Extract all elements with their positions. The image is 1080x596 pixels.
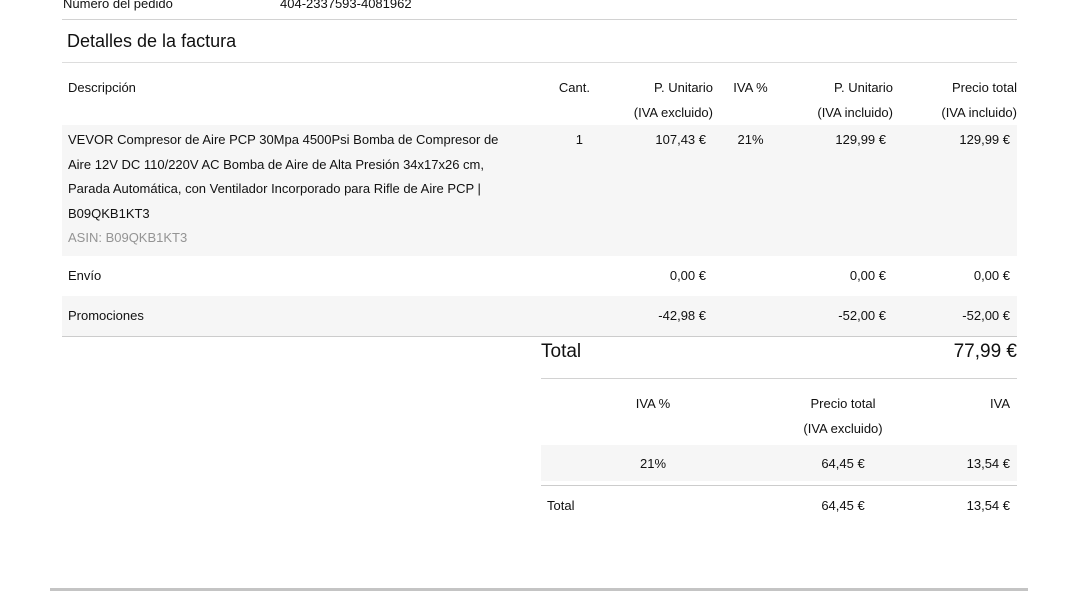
table-row-shipping [62, 256, 1017, 296]
shipping-qty [528, 256, 590, 296]
grand-total-amount: 77,99 € [953, 341, 1017, 362]
product-description-cell [62, 125, 528, 256]
product-asin: ASIN: B09QKB1KT3 [68, 230, 188, 245]
shipping-total-price: 0,00 € [973, 268, 1010, 283]
grand-total-row [541, 340, 1017, 364]
col-header-vat-pct: IVA % [733, 80, 768, 95]
col-header-unit-price-excl: P. Unitario (IVA excluido) [633, 80, 713, 120]
page-bottom-divider [50, 588, 1028, 591]
product-unit-price-incl: 129,99 € [835, 132, 886, 147]
tax-rate-row [541, 445, 1017, 481]
tax-summary-table [541, 379, 1017, 524]
shipping-vat-pct [713, 256, 788, 296]
order-number-value: 404-2337593-4081962 [280, 0, 412, 11]
promotions-label: Promociones [68, 308, 144, 323]
tax-rate-pct: 21% [639, 455, 667, 471]
tax-col-header-vat: IVA [990, 396, 1010, 411]
divider-top [62, 19, 1017, 20]
order-number-row [63, 0, 412, 11]
order-number-label: Número del pedido [63, 0, 173, 11]
col-header-description: Descripción [68, 80, 136, 95]
invoice-table-header-row [62, 63, 1017, 125]
shipping-label: Envío [68, 268, 102, 283]
tax-total-row [541, 485, 1017, 524]
promotions-unit-price-excl: -42,98 € [658, 308, 706, 323]
product-total-price: 129,99 € [959, 132, 1010, 147]
promotions-vat-pct [713, 296, 788, 337]
promotions-qty [528, 296, 590, 337]
tax-rate-total-excl: 64,45 € [821, 455, 865, 471]
table-row-promotions [62, 296, 1017, 337]
product-qty: 1 [575, 132, 583, 147]
promotions-unit-price-incl: -52,00 € [838, 308, 886, 323]
shipping-unit-price-excl: 0,00 € [669, 268, 706, 283]
col-header-total-price: Precio total (IVA incluido) [941, 80, 1017, 120]
shipping-unit-price-incl: 0,00 € [849, 268, 886, 283]
product-unit-price-excl: 107,43 € [655, 132, 706, 147]
tax-table-header-row [541, 379, 1017, 441]
invoice-table [62, 63, 1017, 337]
product-vat-pct: 21% [737, 132, 764, 147]
product-title: VEVOR Compresor de Aire PCP 30Mpa 4500Psi Bomba de Compresor de Aire 12V DC 110/220V AC Bomba de Aire de Alta Presión 34x17x26 cm, Parada Automática, con Ventilador Incorporado para Rifle de Aire PCP | B09QKB1KT3 [68, 132, 499, 221]
tax-col-header-total-excl: Precio total (IVA excluido) [803, 396, 883, 436]
col-header-unit-price-incl: P. Unitario (IVA incluido) [817, 80, 893, 120]
table-row-product [62, 125, 1017, 256]
promotions-total-price: -52,00 € [962, 308, 1010, 323]
page-title: Detalles de la factura [67, 31, 237, 51]
tax-rate-vat: 13,54 € [966, 455, 1010, 471]
grand-total-label: Total [541, 341, 582, 362]
tax-col-header-vat-pct: IVA % [635, 396, 671, 411]
tax-total-label: Total [547, 497, 575, 513]
col-header-qty: Cant. [558, 80, 590, 95]
tax-total-excl: 64,45 € [821, 497, 865, 513]
tax-total-vat: 13,54 € [966, 497, 1010, 513]
